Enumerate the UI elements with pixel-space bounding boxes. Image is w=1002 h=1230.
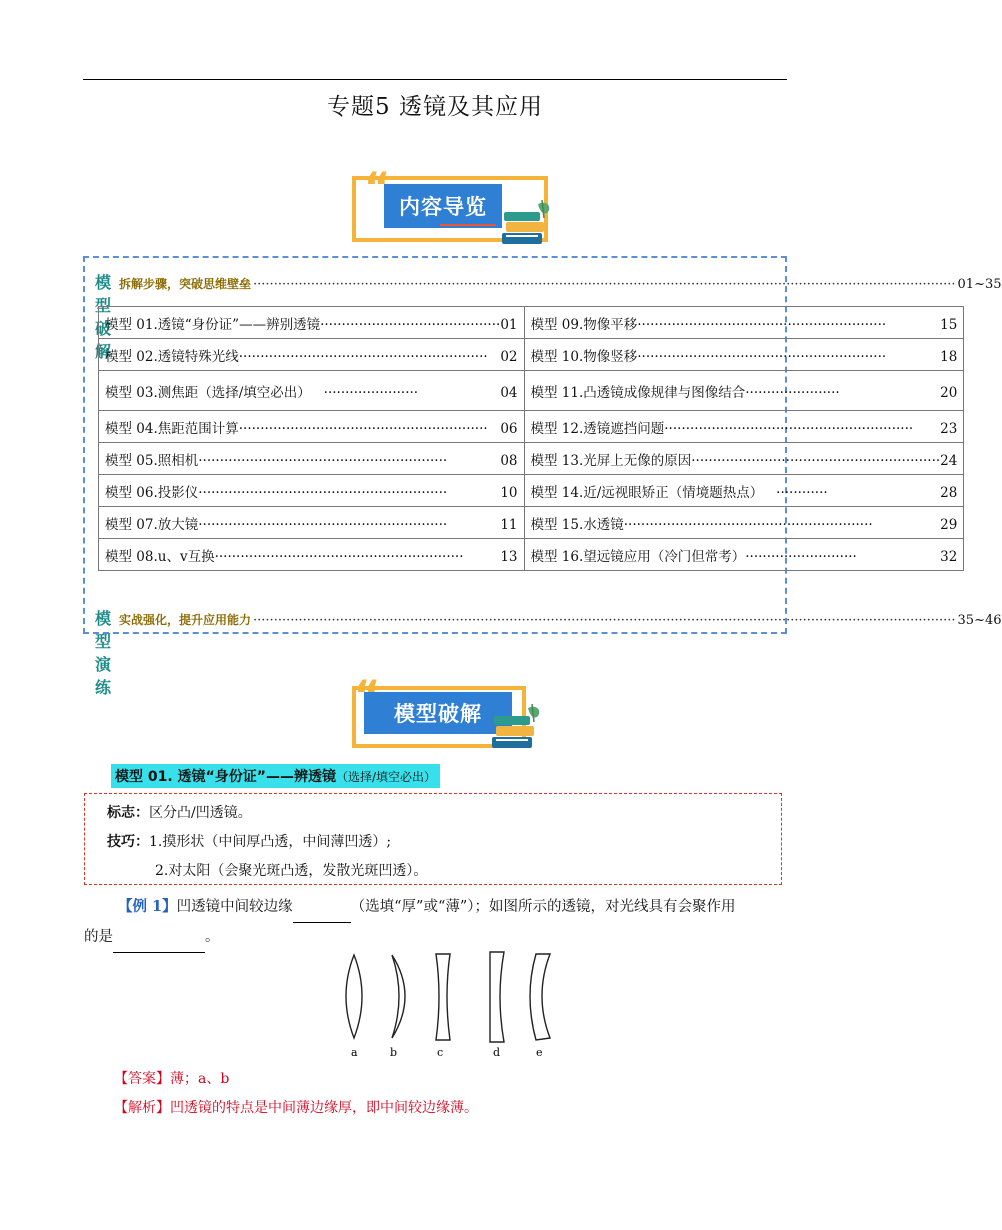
toc-item[interactable]: 模型 05.照相机 ·························································· 08 [99, 443, 525, 475]
lens-b [392, 955, 405, 1038]
page-title: 专题5 透镜及其应用 [327, 94, 543, 120]
toc-item[interactable]: 模型 01.透镜“身份证”——辨别透镜 ·········································· 01 [99, 307, 525, 339]
lens-label: b [390, 1046, 398, 1059]
books-icon [492, 702, 544, 750]
header-rule [83, 79, 787, 80]
example1-answer: 【答案】薄；a、b [114, 1071, 230, 1087]
lens-label: d [493, 1046, 501, 1059]
toc-item[interactable]: 模型 14.近/远视眼矫正（情境题热点） ············ 28 [524, 475, 964, 507]
toc-item[interactable]: 模型 04.焦距范围计算 ·························································· 06 [99, 411, 525, 443]
quote-icon: “ [354, 673, 381, 719]
toc-item[interactable]: 模型 15.水透镜 ·························································· 29 [524, 507, 964, 539]
lens-a [346, 955, 362, 1038]
model01-heading: 模型 01. 透镜“身份证”——辨透镜（选择/填空必出） [111, 764, 440, 788]
toc-item[interactable]: 模型 16.望远镜应用（冷门但常考） ·························· 32 [524, 539, 964, 571]
toc-item[interactable]: 模型 11.凸透镜成像规律与图像结合 ······················ 20 [524, 371, 964, 411]
toc-item[interactable]: 模型 02.透镜特殊光线 ·························································· 02 [99, 339, 525, 371]
toc-item[interactable]: 模型 08.u、v互换 ·························································· 13 [99, 539, 525, 571]
toc-item[interactable]: 模型 07.放大镜 ·························································· 11 [99, 507, 525, 539]
lens-e [530, 954, 550, 1040]
toc-item[interactable]: 模型 10.物像竖移 ·························································· 18 [524, 339, 964, 371]
example1-analysis: 【解析】凹透镜的特点是中间薄边缘厚，即中间较边缘薄。 [114, 1100, 478, 1116]
lens-label: a [351, 1046, 358, 1059]
toc-section-practice[interactable]: 模型演练 实战强化，提升应用能力 ·········································································································································································· 35~46 [95, 609, 1002, 697]
toc-item[interactable]: 模型 09.物像平移 ·························································· 15 [524, 307, 964, 339]
quote-icon: “ [364, 165, 391, 211]
model01-tips-box: 标志：区分凸/凹透镜。 技巧：1.摸形状（中间厚凸透，中间薄凹透）; 2.对太阳（会聚光斑凸透，发散光斑凹透）。 [84, 793, 782, 885]
overview-banner [344, 162, 554, 248]
lens-label: c [437, 1046, 444, 1059]
toc-item[interactable]: 模型 06.投影仪 ·························································· 10 [99, 475, 525, 507]
models-banner-text: 模型破解 [364, 692, 512, 734]
toc-grid [98, 306, 964, 571]
lens-d [490, 952, 504, 1042]
models-banner [344, 672, 554, 758]
lens-figure [340, 950, 555, 1062]
lens-label: e [536, 1046, 543, 1059]
table-of-contents [83, 256, 1002, 697]
lens-c [436, 954, 450, 1040]
example1-question: 【例 1】凹透镜中间较边缘 （选填“厚”或“薄”）；如图所示的透镜，对光线具有会聚作用 [84, 892, 788, 923]
toc-item[interactable]: 模型 13.光屏上无像的原因 ·························································· 24 [524, 443, 964, 475]
books-icon [502, 198, 554, 246]
toc-item[interactable]: 模型 03.测焦距（选择/填空必出） ······················ 04 [99, 371, 525, 411]
overview-banner-text: 内容导览 [384, 184, 502, 228]
toc-item[interactable]: 模型 12.透镜遮挡问题 ·························································· 23 [524, 411, 964, 443]
example1-question-cont: 的是 。 [84, 922, 788, 953]
toc-section-models[interactable]: 模型破解 拆解步骤，突破思维壁垒 ·········································································································································································· 01~35 [95, 273, 1002, 361]
